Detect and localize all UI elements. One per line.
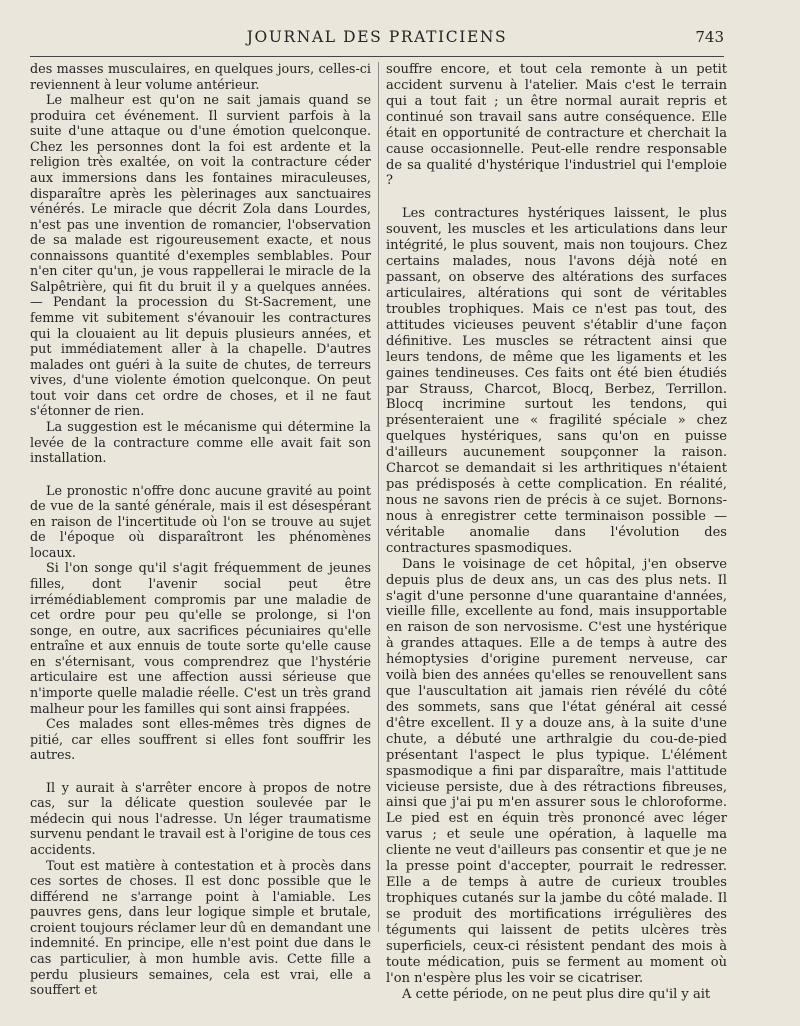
paragraph: La suggestion est le mécanisme qui détermine la levée de la contracture comme elle avait fait son installation. xyxy=(30,419,371,467)
paragraph: Ces malades sont elles-mêmes très dignes de pitié, car elles souffrent si elles font souffrir les autres. xyxy=(30,717,371,764)
page-number: 743 xyxy=(695,28,724,46)
paragraph: des masses musculaires, en quelques jours, celles-ci reviennent à leur volume antérieur. xyxy=(30,62,371,93)
paragraph: A cette période, on ne peut plus dire qu'il y ait xyxy=(402,986,711,1002)
running-title: JOURNAL DES PRATICIENS xyxy=(246,28,508,46)
right-column xyxy=(386,62,727,1002)
paragraph: Dans le voisinage de cet hôpital, j'en observe depuis plus de deux ans, un cas des plus nets. Il s'agit d'une personne d'une quarantaine d'années, vieille fille, excellente au fond, mais insupportable en raison de son nervosisme. C'est une hystérique à grandes attaques. Elle a de temps à autre des hémoptysies d'origine purement nerveuse, car voilà bien des années qu'elles se renouvellent sans que l'auscultation ait jamais rien révélé du côté des sommets, sans que l'état général ait cessé d'être excellent. Il y a douze ans, à la suite d'une chute, a débuté une arthralgie du cou-de-pied présentant l'aspect le plus typique. L'élément spasmodique a fini par disparaître, mais l'attitude vicieuse persiste, due à des rétractions fibreuses, ainsi que j'ai pu m'en assurer sous le chloroforme. Le pied est en équin très prononcé avec léger varus ; et seule une opération, à laquelle ma cliente ne veut d'ailleurs pas consentir et que je ne la presse point d'accepter, pourrait le redresser. Elle a de temps à autre de curieux troubles trophiques cutanés sur la jambe du côté malade. Il se produit des mortifications irrégulières des téguments qui laissent de petits ulcères très superficiels, ceux-ci résistent pendant des mois à toute médication, puis se ferment au moment où l'on n'espère plus les voir se cicatriser. xyxy=(386,556,727,986)
paragraph: Si l'on songe qu'il s'agit fréquemment de jeunes filles, dont l'avenir social peut être irrémédiablement compromis par une maladie de cet ordre pour peu qu'elle se prolonge, si l'on songe, en outre, aux sacrifices pécuniaires qu'elle entraîne et aux ennuis de toute sorte qu'elle cause en s'éternisant, vous comprendrez que l'hystérie articulaire est une affection aussi sérieuse que n'importe quelle maladie réelle. C'est un très grand malheur pour les familles qui sont ainsi frappées. xyxy=(30,561,371,717)
paragraph: Tout est matière à contestation et à procès dans ces sortes de choses. Il est donc possible que le différend ne s'arrange point à l'amiable. Les pauvres gens, dans leur logique simple et brutale, croient toujours réclamer leur dû en demandant une indemnité. En principe, elle n'est point due dans le cas particulier, à mon humble avis. Cette fille a perdu plusieurs semaines, cela est vrai, elle a souffert et xyxy=(30,858,371,999)
paragraph: Le malheur est qu'on ne sait jamais quand se produira cet événement. Il survient parfois à la suite d'une attaque ou d'une émotion quelconque. Chez les personnes dont la foi est ardente et la religion très exaltée, on voit la contracture céder aux immersions dans les fontaines miraculeuses, disparaître après les pèlerinages aux sanctuaires vénérés. Le miracle que décrit Zola dans Lourdes, n'est pas une invention de romancier, l'observation de sa malade est rigoureusement exacte, et nous connaissons quantité d'exemples semblables. Pour n'en citer qu'un, je vous rappellerai le miracle de la Salpêtrière, qui fit du bruit il y a quelques années. — Pendant la procession du St-Sacrement, une femme vit subitement s'évanouir les contractures qui la clouaient au lit depuis plusieurs années, et put immédiatement aller à la chapelle. D'autres malades ont guéri à la suite de chutes, de terreurs vives, d'une violente émotion quelconque. On peut tout voir dans cet ordre de choses, et il ne faut s'étonner de rien. xyxy=(30,93,371,420)
paragraph: Les contractures hystériques laissent, le plus souvent, les muscles et les articulations dans leur intégrité, le plus souvent, mais non toujours. Chez certains malades, nous l'avons déjà noté en passant, on observe des altérations des surfaces articulaires, altérations qui sont de véritables troubles trophiques. Mais ce n'est pas tout, des attitudes vicieuses peuvent s'établir d'une façon définitive. Les muscles se rétractent ainsi que leurs tendons, de même que les ligaments et les gaines tendineuses. Ces faits ont été bien étudiés par Strauss, Charcot, Blocq, Berbez, Terrillon. Blocq incrimine surtout les tendons, qui présenteraient une « fragilité spéciale » chez quelques hystériques, sans qu'on en puisse d'ailleurs aucunement soupçonner la raison. Charcot se demandait si les arthritiques n'étaient pas prédisposés à cette complication. En réalité, nous ne savons rien de précis à ce sujet. Bornons-nous à enregistrer cette terminaison possible — véritable anomalie dans l'évolution des contractures spasmodiques. xyxy=(386,206,727,556)
paragraph: souffre encore, et tout cela remonte à un petit accident survenu à l'atelier. Mais c'est le terrain qui a tout fait ; un être normal aurait repris et continué son travail sans autre conséquence. Elle était en opportunité de contracture et cherchait la cause occasionnelle. Peut-elle rendre responsable de sa qualité d'hystérique l'industriel qui l'emploie ? xyxy=(386,62,727,189)
header-rule xyxy=(30,56,724,57)
paragraph: Le pronostic n'offre donc aucune gravité au point de vue de la santé générale, mais il est désespérant en raison de l'incertitude où l'on se trouve au sujet de l'époque où disparaîtront les phénomènes locaux. xyxy=(30,483,371,561)
page-header xyxy=(30,28,724,50)
left-column xyxy=(30,62,371,999)
column-divider xyxy=(378,62,379,932)
paragraph: Il y aurait à s'arrêter encore à propos de notre cas, sur la délicate question soulevée par le médecin qui nous l'adresse. Un léger traumatisme survenu pendant le travail est à l'origine de tous ces accidents. xyxy=(30,780,371,858)
